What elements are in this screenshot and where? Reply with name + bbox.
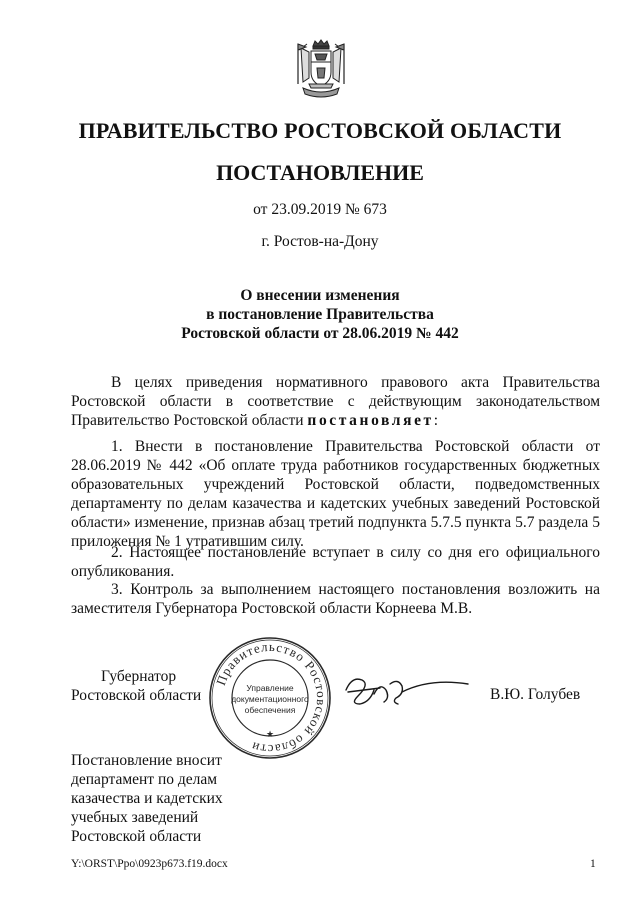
preamble-text: В целях приведения нормативного правового акта Правительства Ростовской области в соответствие с действующим законодательством Правительство Ростовской области (71, 374, 600, 429)
subject-line: Ростовской области от 28.06.2019 № 442 (181, 325, 459, 342)
document-city: г. Ростов-на-Дону (261, 233, 379, 250)
official-seal-icon (207, 635, 333, 761)
seal-inner-line: обеспечения (244, 705, 296, 715)
decision-item-2: 2. Настоящее постановление вступает в силу со дня его официального опубликования. (71, 544, 600, 580)
preamble-paragraph (71, 373, 600, 430)
document-date-number: от 23.09.2019 № 673 (253, 201, 387, 218)
coat-of-arms-icon (295, 38, 347, 102)
signatory-name: В.Ю. Голубев (490, 686, 581, 703)
decision-keyword: постановляет (307, 412, 434, 429)
page-number: 1 (590, 858, 596, 870)
signatory-position (71, 667, 201, 705)
note-line: Постановление вносит (71, 752, 222, 769)
signatory-position-line: Губернатор (101, 668, 177, 685)
note-line: учебных заведений (71, 809, 199, 826)
file-path: Y:\ORST\Ppo\0923p673.f19.docx (71, 858, 228, 870)
note-line: департамент по делам (71, 771, 218, 788)
handwritten-signature-icon (340, 670, 475, 715)
note-line: казачества и кадетских (71, 790, 223, 807)
decision-item-3: 3. Контроль за выполнением настоящего постановления возложить на заместителя Губернатора Ростовской области Корнеева М.В. (71, 581, 600, 617)
seal-inner-line: Управление (246, 683, 294, 693)
subject-line: в постановление Правительства (206, 306, 434, 323)
preamble-colon: : (433, 412, 439, 429)
note-line: Ростовской области (71, 828, 202, 845)
subject-line: О внесении изменения (240, 287, 400, 304)
seal-star: ★ (265, 730, 275, 740)
submitting-department-note (71, 751, 223, 846)
document-subject (0, 286, 640, 343)
decision-item-1: 1. Внести в постановление Правительства Ростовской области от 28.06.2019 № 442 «Об оплате труда работников государственных бюджетных образовательных учреждений Ростовской области, подведомственных департаменту по делам казачества и кадетских учебных заведений Ростовской области» изменение, признав абзац третий подпункта 5.7.5 пункта 5.7 раздела 5 приложения № 1 утратившим силу. (71, 438, 600, 550)
signatory-position-line: Ростовской области (71, 687, 202, 704)
seal-inner-line: документационного (231, 694, 309, 704)
document-type-title: ПОСТАНОВЛЕНИЕ (216, 160, 424, 185)
seal-ring-text: Правительство Ростовской области (212, 638, 330, 758)
government-title: ПРАВИТЕЛЬСТВО РОСТОВСКОЙ ОБЛАСТИ (78, 118, 562, 143)
